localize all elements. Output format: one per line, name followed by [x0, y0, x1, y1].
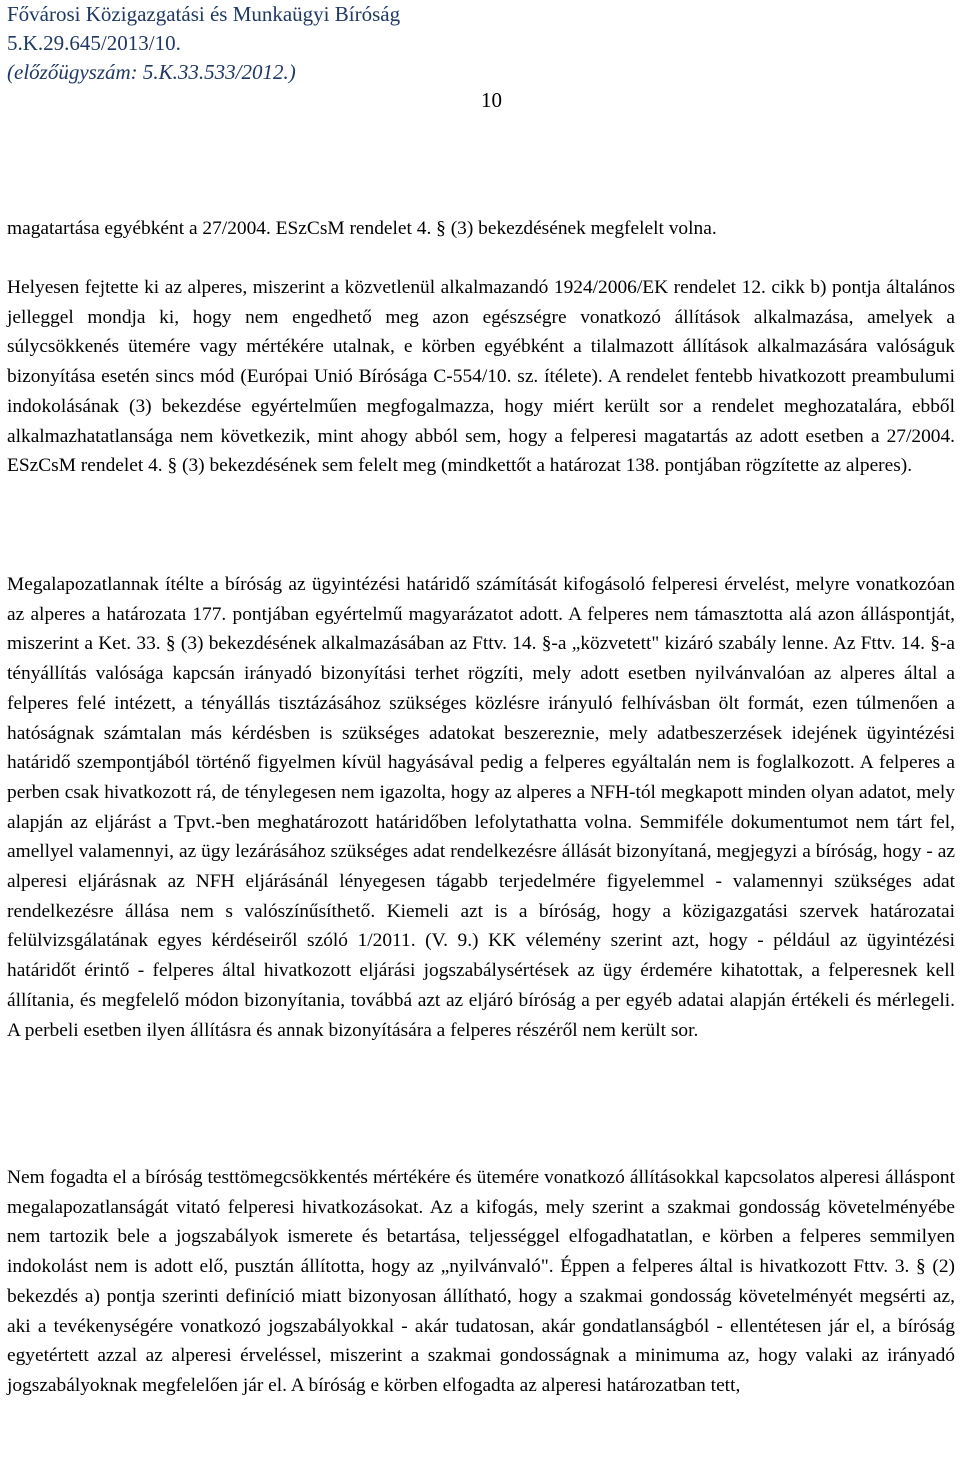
paragraph-2: Helyesen fejtette ki az alperes, miszerint a közvetlenül alkalmazandó 1924/2006/EK rendelet 12. cikk b) pontja általános jelleggel mondja ki, hogy nem engedhető meg azon egészségre vonatkozó állítások alkalmazása, amelyek a súlycsökkenés ütemére vagy mértékére utalnak, e körben egyébként a tilalmazott állítások alkalmazására valóságuk bizonyítása esetén sincs mód (Európai Unió Bírósága C-554/10. sz. ítélete). A rendelet fentebb hivatkozott preambulumi indokolásának (3) bekezdése egyértelműen megfogalmazza, hogy miért került sor a rendelet meghozatalára, ebből alkalmazhatatlansága nem következik, mint ahogy abból sem, hogy a felperesi magatartás az adott esetben a 27/2004. ESzCsM rendelet 4. § (3) bekezdésének sem felelt meg (mindkettőt a határozat 138. pontjában rögzítette az alperes).	[7, 277, 955, 477]
court-name: Fővárosi Közigazgatási és Munkaügyi Bíróság	[7, 2, 401, 26]
paragraph-3: Megalapozatlannak ítélte a bíróság az ügyintézési határidő számítását kifogásoló felperesi érvelést, melyre vonatkozóan az alperes a határozata 177. pontjában egyértelmű magyarázatot adott. A felperes nem támasztotta alá azon álláspontját, miszerint a Ket. 33. § (3) bekezdésének alkalmazásában az Fttv. 14. §-a „közvetett" kizáró szabály lenne. Az Fttv. 14. §-a tényállítás valósága kapcsán irányadó bizonyítási terhet rögzíti, mely adott esetben nyilvánvalóan az alperes által a felperes felé intézett, a tényállás tisztázásához szükséges közlésre irányuló felhívásban ölt formát, ezen túlmenően a hatóságnak számtalan más kérdésben is szükséges adatokat beszereznie, mely adatbeszerzések idejének ügyintézési határidő szempontjából történő figyelmen kívül hagyásával pedig a felperes egyáltalán nem is foglalkozott. A felperes a perben csak hivatkozott rá, de ténylegesen nem igazolta, hogy az alperes a NFH-tól megkapott minden olyan adatot, mely alapján az eljárást a Tpvt.-ben meghatározott határidőben lefolytathatta volna. Semmiféle dokumentumot nem tárt fel, amellyel valamennyi, az ügy lezárásához szükséges adat rendelkezésre állását bizonyítaná, megjegyzi a bíróság, hogy - az alperesi eljárásnak az NFH eljárásánál lényegesen tágabb terjedelmére figyelemmel - valamennyi szükséges adat rendelkezésre állása nem s valószínűsíthető. Kiemeli azt is a bíróság, hogy a közigazgatási szervek határozatai felülvizsgálatának egyes kérdéseiről szóló 1/2011. (V. 9.) KK vélemény szerint azt, hogy - például az ügyintézési határidőt érintő - felperes által hivatkozott eljárási jogszabálysértések az ügy érdemére kihatottak, a felperesnek kell állítania, és megfelelő módon bizonyítania, továbbá azt az eljáró bíróság a per egyéb adatai alapján értékeli és mérlegeli. A perbeli esetben ilyen állításra és annak bizonyítására a felperes részéről nem került sor.	[7, 574, 955, 1041]
paragraph-4: Nem fogadta el a bíróság testtömegcsökkentés mértékére és ütemére vonatkozó állításokkal kapcsolatos alperesi álláspont megalapozatlanságát vitató felperesi hivatkozásokat. Az a kifogás, mely szerint a szakmai gondosság követelményébe nem tartozik bele a jogszabályok ismerete és betartása, teljességgel elfogadhatatlan, e körben a felperes semmilyen indokolást nem is adott elő, pusztán állította, hogy az „nyilvánvaló". Éppen a felperes által is hivatkozott Fttv. 3. § (2) bekezdés a) pontja szerinti definíció miatt bizonyosan állítható, hogy a szakmai gondosság követelményét megsérti az, aki a tevékenységére vonatkozó jogszabályokkal - akár tudatosan, akár gondatlanságból - ellentétesen jár el, a bíróság egyetértett azzal az alperesi érveléssel, miszerint a szakmai gondosságnak a minimuma az, hogy valaki az irányadó jogszabályoknak megfelelően jár el. A bíróság e körben elfogadta az alperesi határozatban tett,	[7, 1167, 955, 1396]
case-number: 5.K.29.645/2013/10.	[7, 31, 181, 55]
page-number: 10	[481, 88, 502, 112]
previous-case-number: (előzőügyszám: 5.K.33.533/2012.)	[7, 60, 296, 84]
paragraph-1: magatartása egyébként a 27/2004. ESzCsM rendelet 4. § (3) bekezdésének megfelelt volna.	[7, 218, 717, 239]
